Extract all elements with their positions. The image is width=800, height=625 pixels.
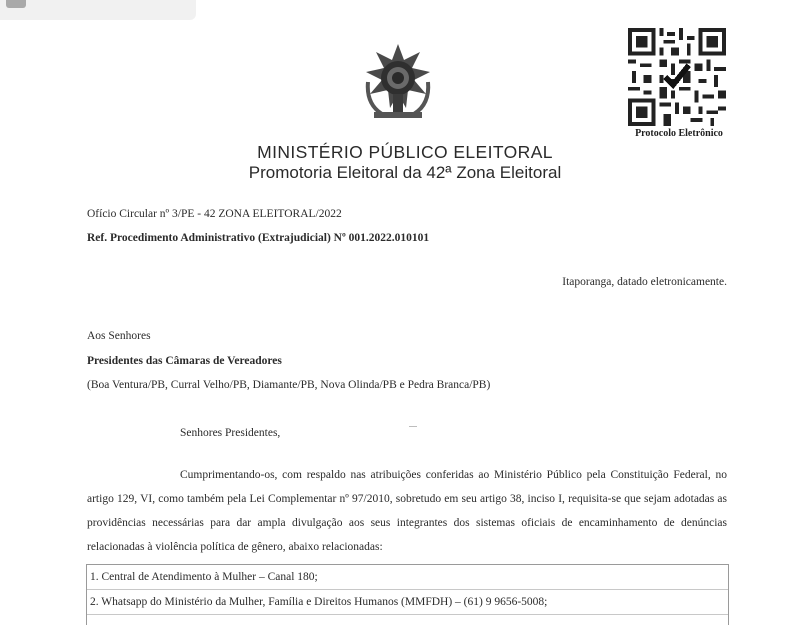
oficio-number: Ofício Circular nº 3/PE - 42 ZONA ELEITORAL/2022 — [87, 208, 342, 220]
scan-artifact — [409, 426, 417, 427]
qr-code-block — [624, 28, 734, 139]
addressee-intro: Aos Senhores — [87, 330, 151, 342]
channel-row: 2. Whatsapp do Ministério da Mulher, Família e Direitos Humanos (MMFDH) – (61) 9 9656-5008; — [87, 590, 728, 615]
place-date: Itaporanga, datado eletronicamente. — [562, 276, 727, 288]
body-paragraph: Cumprimentando-os, com respaldo nas atribuições conferidas ao Ministério Público pela Constituição Federal, no artigo 129, VI, como também pela Lei Complementar nº 97/2010, sobretudo em seu artigo 38, inciso I, requisita-se que sejam adotadas as providências necessárias para dar ampla divulgação aos seus integrantes dos sistemas oficiais de encaminhamento de denúncias relacionadas à violência política de gênero, abaixo relacionadas: — [87, 469, 727, 553]
addressee-title: Presidentes das Câmaras de Vereadores — [87, 355, 282, 367]
salutation: Senhores Presidentes, — [180, 427, 281, 439]
coat-of-arms-icon — [360, 42, 436, 122]
qr-code-icon[interactable] — [628, 28, 726, 126]
addressee-list: (Boa Ventura/PB, Curral Velho/PB, Diamante/PB, Nova Olinda/PB e Pedra Branca/PB) — [87, 379, 491, 391]
reference-line: Ref. Procedimento Administrativo (Extrajudicial) Nº 001.2022.010101 — [87, 232, 430, 244]
qr-caption: Protocolo Eletrônico — [635, 128, 723, 139]
channels-table — [86, 564, 729, 625]
channel-row: 1. Central de Atendimento à Mulher – Canal 180; — [87, 565, 728, 590]
organization-unit: Promotoria Eleitoral da 42ª Zona Eleitoral — [248, 163, 562, 182]
organization-name: MINISTÉRIO PÚBLICO ELEITORAL — [257, 142, 553, 162]
